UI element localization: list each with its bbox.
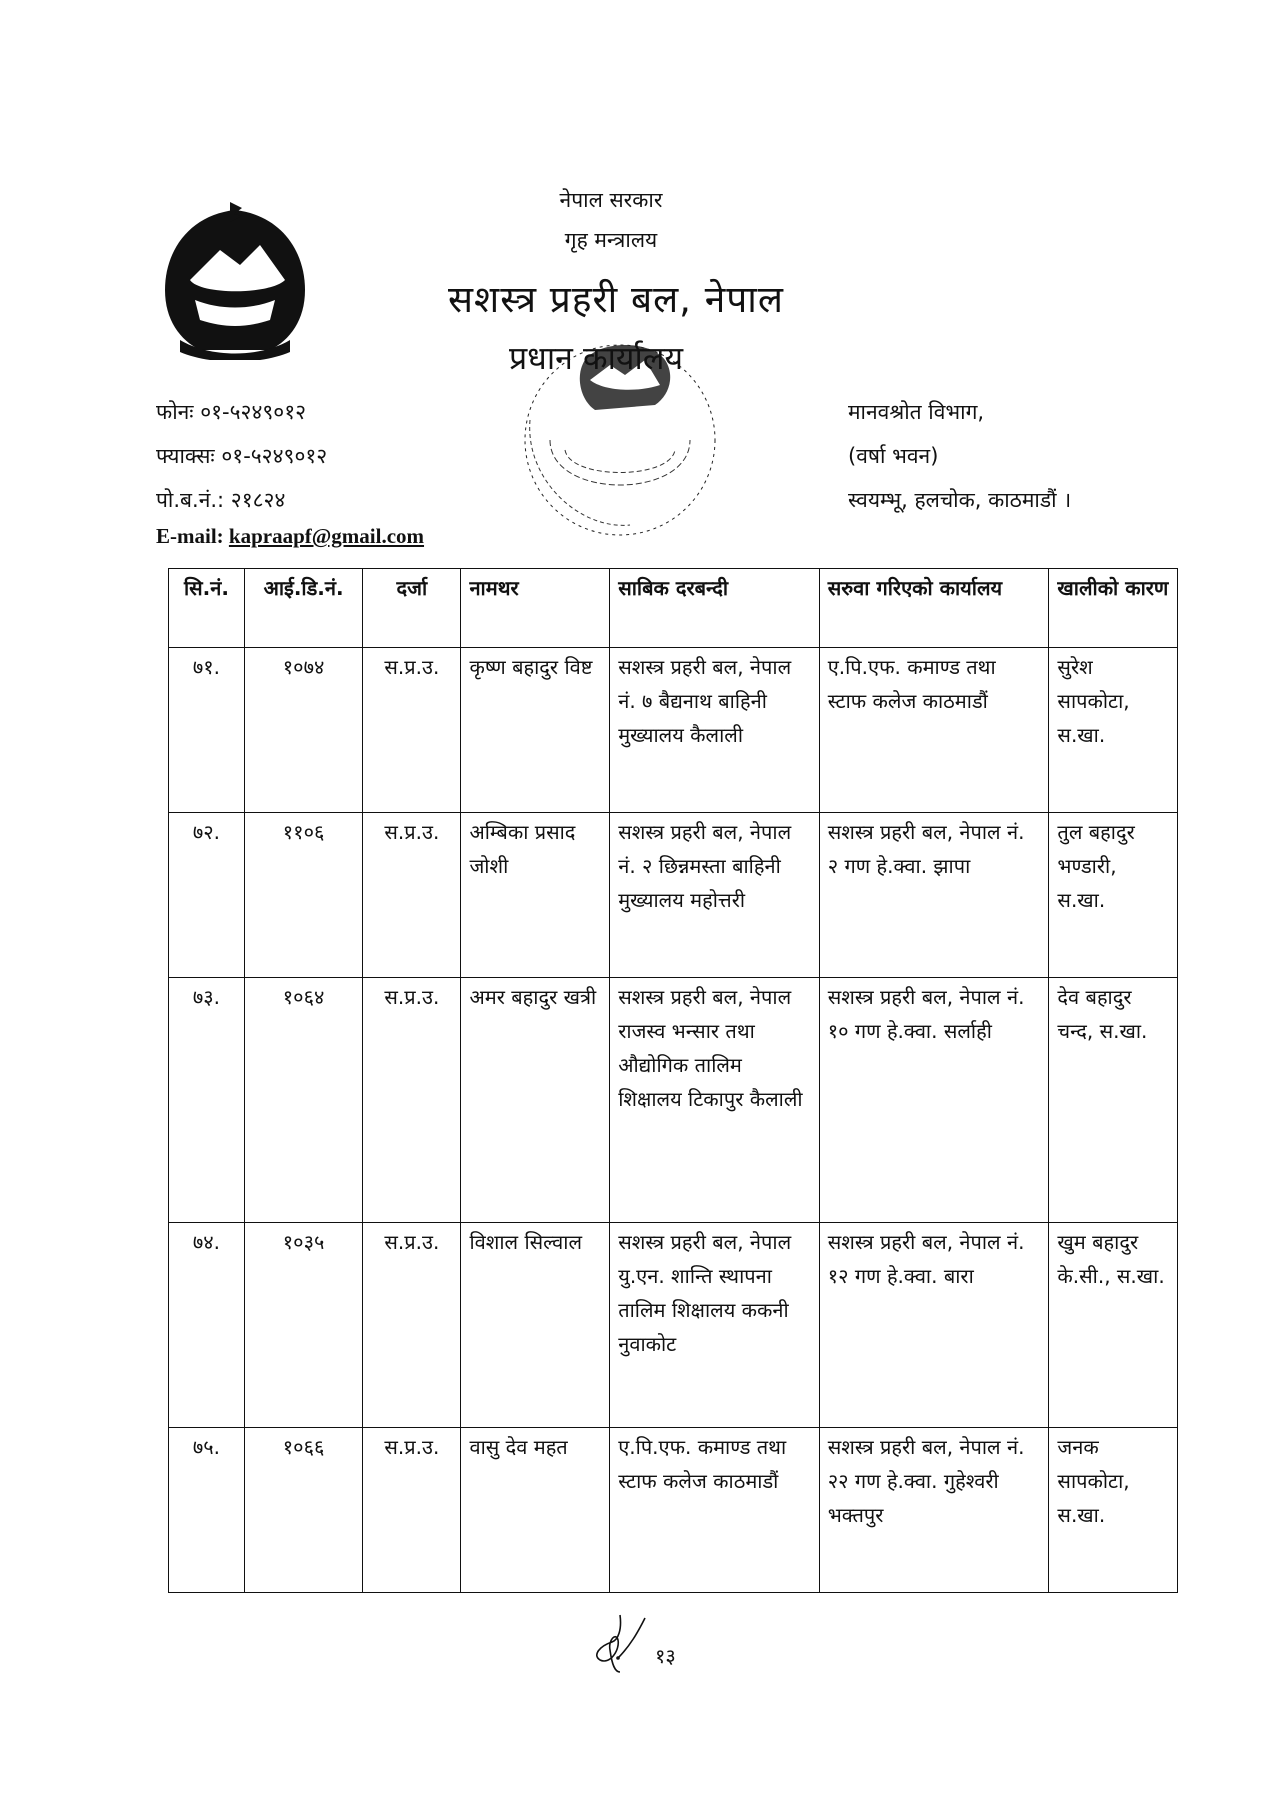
po-box: पो.ब.नं.: २१८२४ — [156, 488, 286, 512]
cell-transferred-office: सशस्त्र प्रहरी बल, नेपाल नं. २ गण हे.क्वा. झापा — [819, 813, 1049, 978]
cell-rank: स.प्र.उ. — [363, 1223, 461, 1428]
cell-vacancy-reason: तुल बहादुर भण्डारी, स.खा. — [1049, 813, 1178, 978]
fax-number: फ्याक्सः ०१-५२४९०१२ — [156, 444, 328, 468]
cell-serial: ७२. — [169, 813, 245, 978]
office-name: प्रधान कार्यालय — [508, 339, 684, 377]
cell-serial: ७५. — [169, 1428, 245, 1593]
cell-serial: ७१. — [169, 648, 245, 813]
cell-previous-post: सशस्त्र प्रहरी बल, नेपाल नं. ७ बैद्यनाथ बाहिनी मुख्यालय कैलाली — [610, 648, 819, 813]
header-serial: सि.नं. — [169, 569, 245, 648]
table-row — [169, 648, 1178, 813]
cell-rank: स.प्र.उ. — [363, 813, 461, 978]
cell-transferred-office: सशस्त्र प्रहरी बल, नेपाल नं. १२ गण हे.क्वा. बारा — [819, 1223, 1049, 1428]
table-row — [169, 1223, 1178, 1428]
cell-vacancy-reason: जनक सापकोटा, स.खा. — [1049, 1428, 1178, 1593]
phone-number: फोनः ०१-५२४९०१२ — [156, 400, 307, 424]
header-transferred-office: सरुवा गरिएको कार्यालय — [819, 569, 1049, 648]
cell-id: १०६४ — [244, 978, 362, 1223]
cell-id: १०३५ — [244, 1223, 362, 1428]
header-name: नामथर — [461, 569, 610, 648]
government-name: नेपाल सरकार — [559, 188, 663, 212]
cell-id: १०६६ — [244, 1428, 362, 1593]
cell-name: विशाल सिल्वाल — [461, 1223, 610, 1428]
email-line — [156, 524, 424, 549]
table-row — [169, 1428, 1178, 1593]
page-number: १३ — [655, 1644, 676, 1668]
header-previous-post: साबिक दरबन्दी — [610, 569, 819, 648]
cell-transferred-office: सशस्त्र प्रहरी बल, नेपाल नं. २२ गण हे.क्वा. गुहेश्वरी भक्तपुर — [819, 1428, 1049, 1593]
cell-rank: स.प्र.उ. — [363, 1428, 461, 1593]
email-link[interactable]: kapraapf@gmail.com — [228, 524, 425, 548]
cell-previous-post: ए.पि.एफ. कमाण्ड तथा स्टाफ कलेज काठमाडौं — [610, 1428, 819, 1593]
cell-id: ११०६ — [244, 813, 362, 978]
signature-icon — [590, 1610, 660, 1680]
office-location: स्वयम्भू, हलचोक, काठमाडौं । — [848, 488, 1072, 512]
header-vacancy-reason: खालीको कारण — [1049, 569, 1178, 648]
cell-rank: स.प्र.उ. — [363, 978, 461, 1223]
cell-vacancy-reason: सुरेश सापकोटा, स.खा. — [1049, 648, 1178, 813]
department-name: मानवश्रोत विभाग, — [848, 400, 985, 424]
header-id: आई.डि.नं. — [244, 569, 362, 648]
cell-previous-post: सशस्त्र प्रहरी बल, नेपाल नं. २ छिन्नमस्ता बाहिनी मुख्यालय महोत्तरी — [610, 813, 819, 978]
cell-previous-post: सशस्त्र प्रहरी बल, नेपाल राजस्व भन्सार तथा औद्योगिक तालिम शिक्षालय टिकापुर कैलाली — [610, 978, 819, 1223]
cell-transferred-office: ए.पि.एफ. कमाण्ड तथा स्टाफ कलेज काठमाडौं — [819, 648, 1049, 813]
header-rank: दर्जा — [363, 569, 461, 648]
cell-name: अमर बहादुर खत्री — [461, 978, 610, 1223]
cell-rank: स.प्र.उ. — [363, 648, 461, 813]
cell-transferred-office: सशस्त्र प्रहरी बल, नेपाल नं. १० गण हे.क्वा. सर्लाही — [819, 978, 1049, 1223]
cell-name: कृष्ण बहादुर विष्ट — [461, 648, 610, 813]
cell-id: १०७४ — [244, 648, 362, 813]
cell-vacancy-reason: देव बहादुर चन्द, स.खा. — [1049, 978, 1178, 1223]
table-row — [169, 978, 1178, 1223]
organization-name: सशस्त्र प्रहरी बल, नेपाल — [448, 278, 784, 321]
cell-serial: ७३. — [169, 978, 245, 1223]
cell-vacancy-reason: खुम बहादुर के.सी., स.खा. — [1049, 1223, 1178, 1428]
table-header-row — [169, 569, 1178, 648]
cell-name: वासु देव महत — [461, 1428, 610, 1593]
transfer-table — [168, 568, 1178, 1593]
email-label: E-mail: — [156, 524, 224, 548]
ministry-name: गृह मन्त्रालय — [564, 228, 658, 252]
cell-previous-post: सशस्त्र प्रहरी बल, नेपाल यु.एन. शान्ति स्थापना तालिम शिक्षालय ककनी नुवाकोट — [610, 1223, 819, 1428]
building-name: (वर्षा भवन) — [848, 444, 939, 468]
table-row — [169, 813, 1178, 978]
cell-name: अम्बिका प्रसाद जोशी — [461, 813, 610, 978]
cell-serial: ७४. — [169, 1223, 245, 1428]
